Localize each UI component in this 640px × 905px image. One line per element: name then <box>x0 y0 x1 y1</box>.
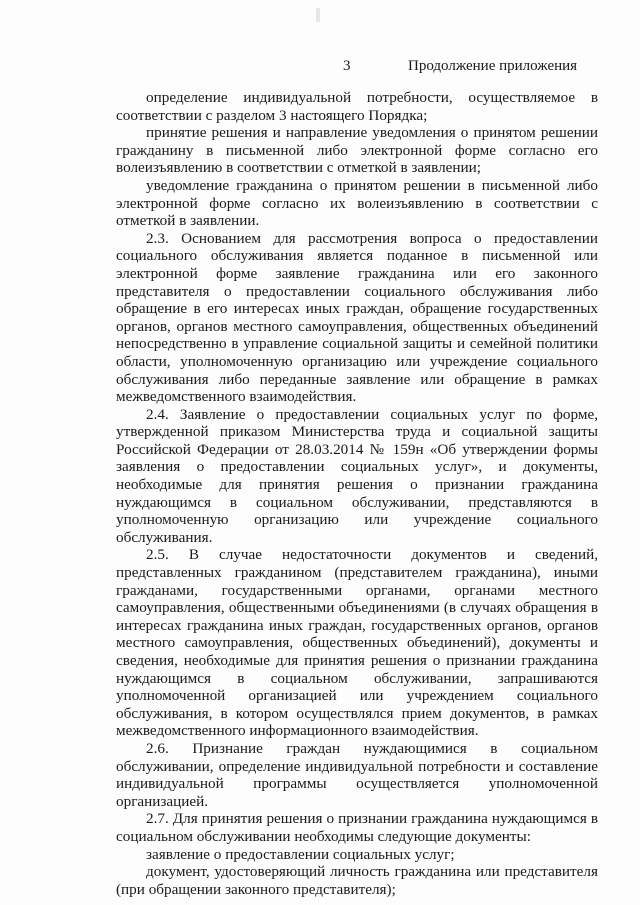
paragraph-3: уведомление гражданина о принятом решении в письменной либо электронной форме согласно их волеизъявлению в соответствии с отметкой в заявлении. <box>116 176 598 230</box>
list-item-application: заявление о предоставлении социальных услуг; <box>146 845 455 863</box>
page-header <box>0 58 640 78</box>
page-number: 3 <box>343 58 351 74</box>
paragraph-1: определение индивидуальной потребности, осуществляемое в соответствии с разделом 3 настоящего Порядка; <box>116 89 598 124</box>
paragraph-2-5: 2.5. В случае недостаточности документов и сведений, представленных гражданином (представителем гражданина), иными гражданами, государственными органами, органами местного самоуправления, общественными объединениями (в случаях обращения в интересах гражданина иных граждан, государственных органов, органов местного самоуправления, общественных объединений), документы и сведения, необходимые для принятия решения о признании гражданина нуждающимся в социальном обслуживании, запрашиваются уполномоченной организацией или учреждением социального обслуживания, в котором осуществлялся прием документов, в рамках межведомственного информационного взаимодействия. <box>116 546 598 740</box>
paragraph-2-4: 2.4. Заявление о предоставлении социальных услуг по форме, утвержденной приказом Министерства труда и социальной защиты Российской Федерации от 28.03.2014 № 159н «Об утверждении формы заявления о предоставлении социальных услуг», и документы, необходимые для принятия решения о признании гражданина нуждающимся в социальном обслуживании, представляются в уполномоченную организацию или учреждение социального обслуживания. <box>116 405 598 546</box>
list-item-identity-document: документ, удостоверяющий личность гражданина или представителя (при обращении законного представителя); <box>116 863 598 898</box>
document-body <box>116 89 598 898</box>
header-title: Продолжение приложения <box>408 58 578 74</box>
paragraph-2-7: 2.7. Для принятия решения о признании гражданина нуждающимся в социальном обслуживании необходимы следующие документы: <box>116 810 598 845</box>
paragraph-2-6: 2.6. Признание граждан нуждающимися в социальном обслуживании, определение индивидуальной потребности и составление индивидуальной программы осуществляется уполномоченной организацией. <box>116 739 598 810</box>
paragraph-2-3: 2.3. Основанием для рассмотрения вопроса о предоставлении социального обслуживания является поданное в письменной или электронной форме заявление гражданина или его законного представителя о предоставлении социального обслуживания либо обращение в его интересах иных граждан, обращение государственных органов, органов местного самоуправления, общественных объединений непосредственно в управление социальной защиты и семейной политики области, уполномоченную организацию или учреждение социального обслуживания либо переданные заявление или обращение в рамках межведомственного взаимодействия. <box>116 229 598 406</box>
scan-mark <box>316 8 320 22</box>
paragraph-2: принятие решения и направление уведомления о принятом решении гражданину в письменной либо электронной форме согласно его волеизъявлению в соответствии с отметкой в заявлении; <box>116 124 598 177</box>
